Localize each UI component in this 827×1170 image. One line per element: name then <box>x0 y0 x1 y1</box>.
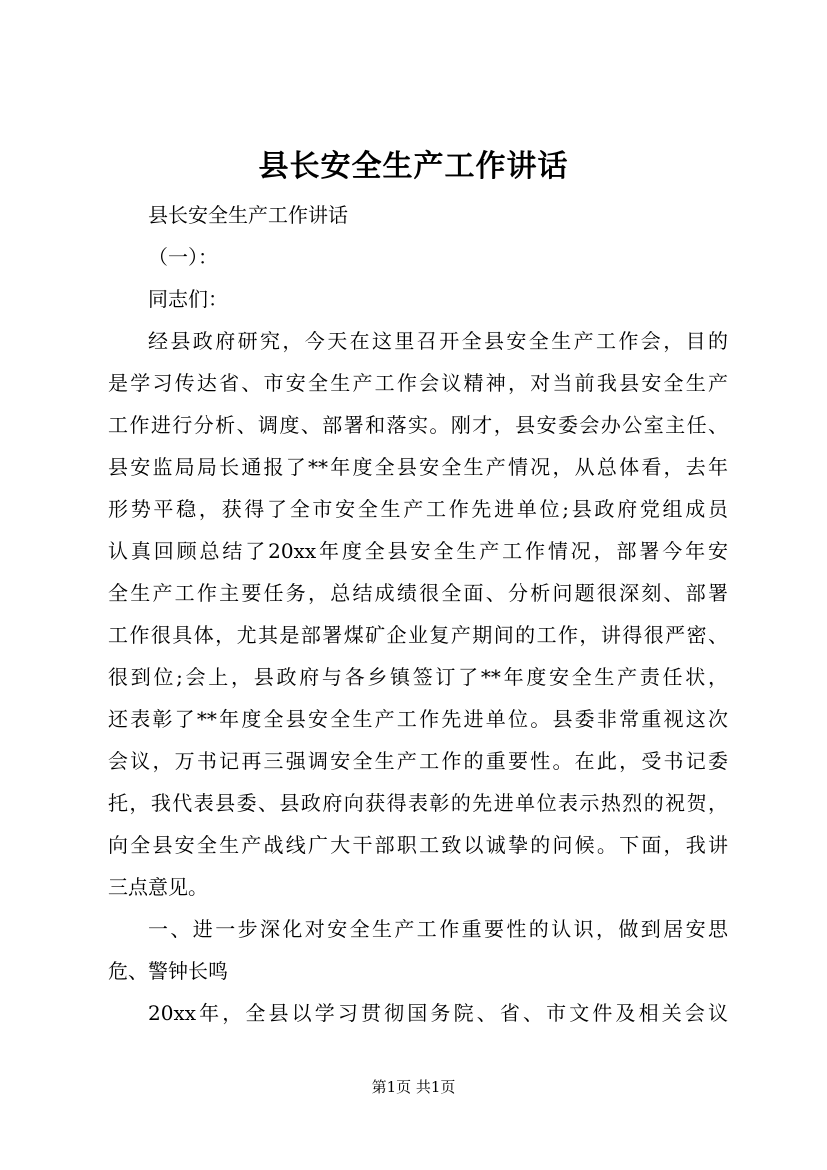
body-line: 县安监局局长通报了**年度全县安全生产情况，从总体看，去年 <box>108 455 728 479</box>
body-line: 是学习传达省、市安全生产工作会议精神，对当前我县安全生产 <box>108 371 728 395</box>
body-line: 会议，万书记再三强调安全生产工作的重要性。在此，受书记委 <box>108 749 728 773</box>
salutation-line: 同志们： <box>148 287 228 311</box>
body-line: 20xx年，全县以学习贯彻国务院、省、市文件及相关会议 <box>148 1001 728 1025</box>
body-line: 还表彰了**年度全县安全生产工作先进单位。县委非常重视这次 <box>108 707 728 731</box>
body-line: 经县政府研究，今天在这里召开全县安全生产工作会，目的 <box>148 329 728 353</box>
body-line: 工作很具体，尤其是部署煤矿企业复产期间的工作，讲得很严密、 <box>108 623 728 647</box>
subtitle-line: 县长安全生产工作讲话 <box>148 203 348 227</box>
body-line: 很到位;会上，县政府与各乡镇签订了**年度安全生产责任状， <box>108 665 728 689</box>
body-line: 三点意见。 <box>108 875 208 899</box>
body-line: 托，我代表县委、县政府向获得表彰的先进单位表示热烈的祝贺， <box>108 791 728 815</box>
body-line: 工作进行分析、调度、部署和落实。刚才，县安委会办公室主任、 <box>108 413 728 437</box>
body-line: 向全县安全生产战线广大干部职工致以诚挚的问候。下面，我讲 <box>108 833 728 857</box>
body-line: 全生产工作主要任务，总结成绩很全面、分析问题很深刻、部署 <box>108 581 728 605</box>
heading-line: 危、警钟长鸣 <box>108 959 228 983</box>
page-title: 县长安全生产工作讲话 <box>258 149 569 184</box>
heading-line: 一、进一步深化对安全生产工作重要性的认识，做到居安思 <box>148 917 728 941</box>
page-footer: 第1页 共1页 <box>371 1078 456 1096</box>
body-line: 形势平稳，获得了全市安全生产工作先进单位;县政府党组成员 <box>108 497 728 521</box>
body-line: 认真回顾总结了20xx年度全县安全生产工作情况，部署今年安 <box>108 539 728 563</box>
section-label: （一）： <box>148 245 218 269</box>
